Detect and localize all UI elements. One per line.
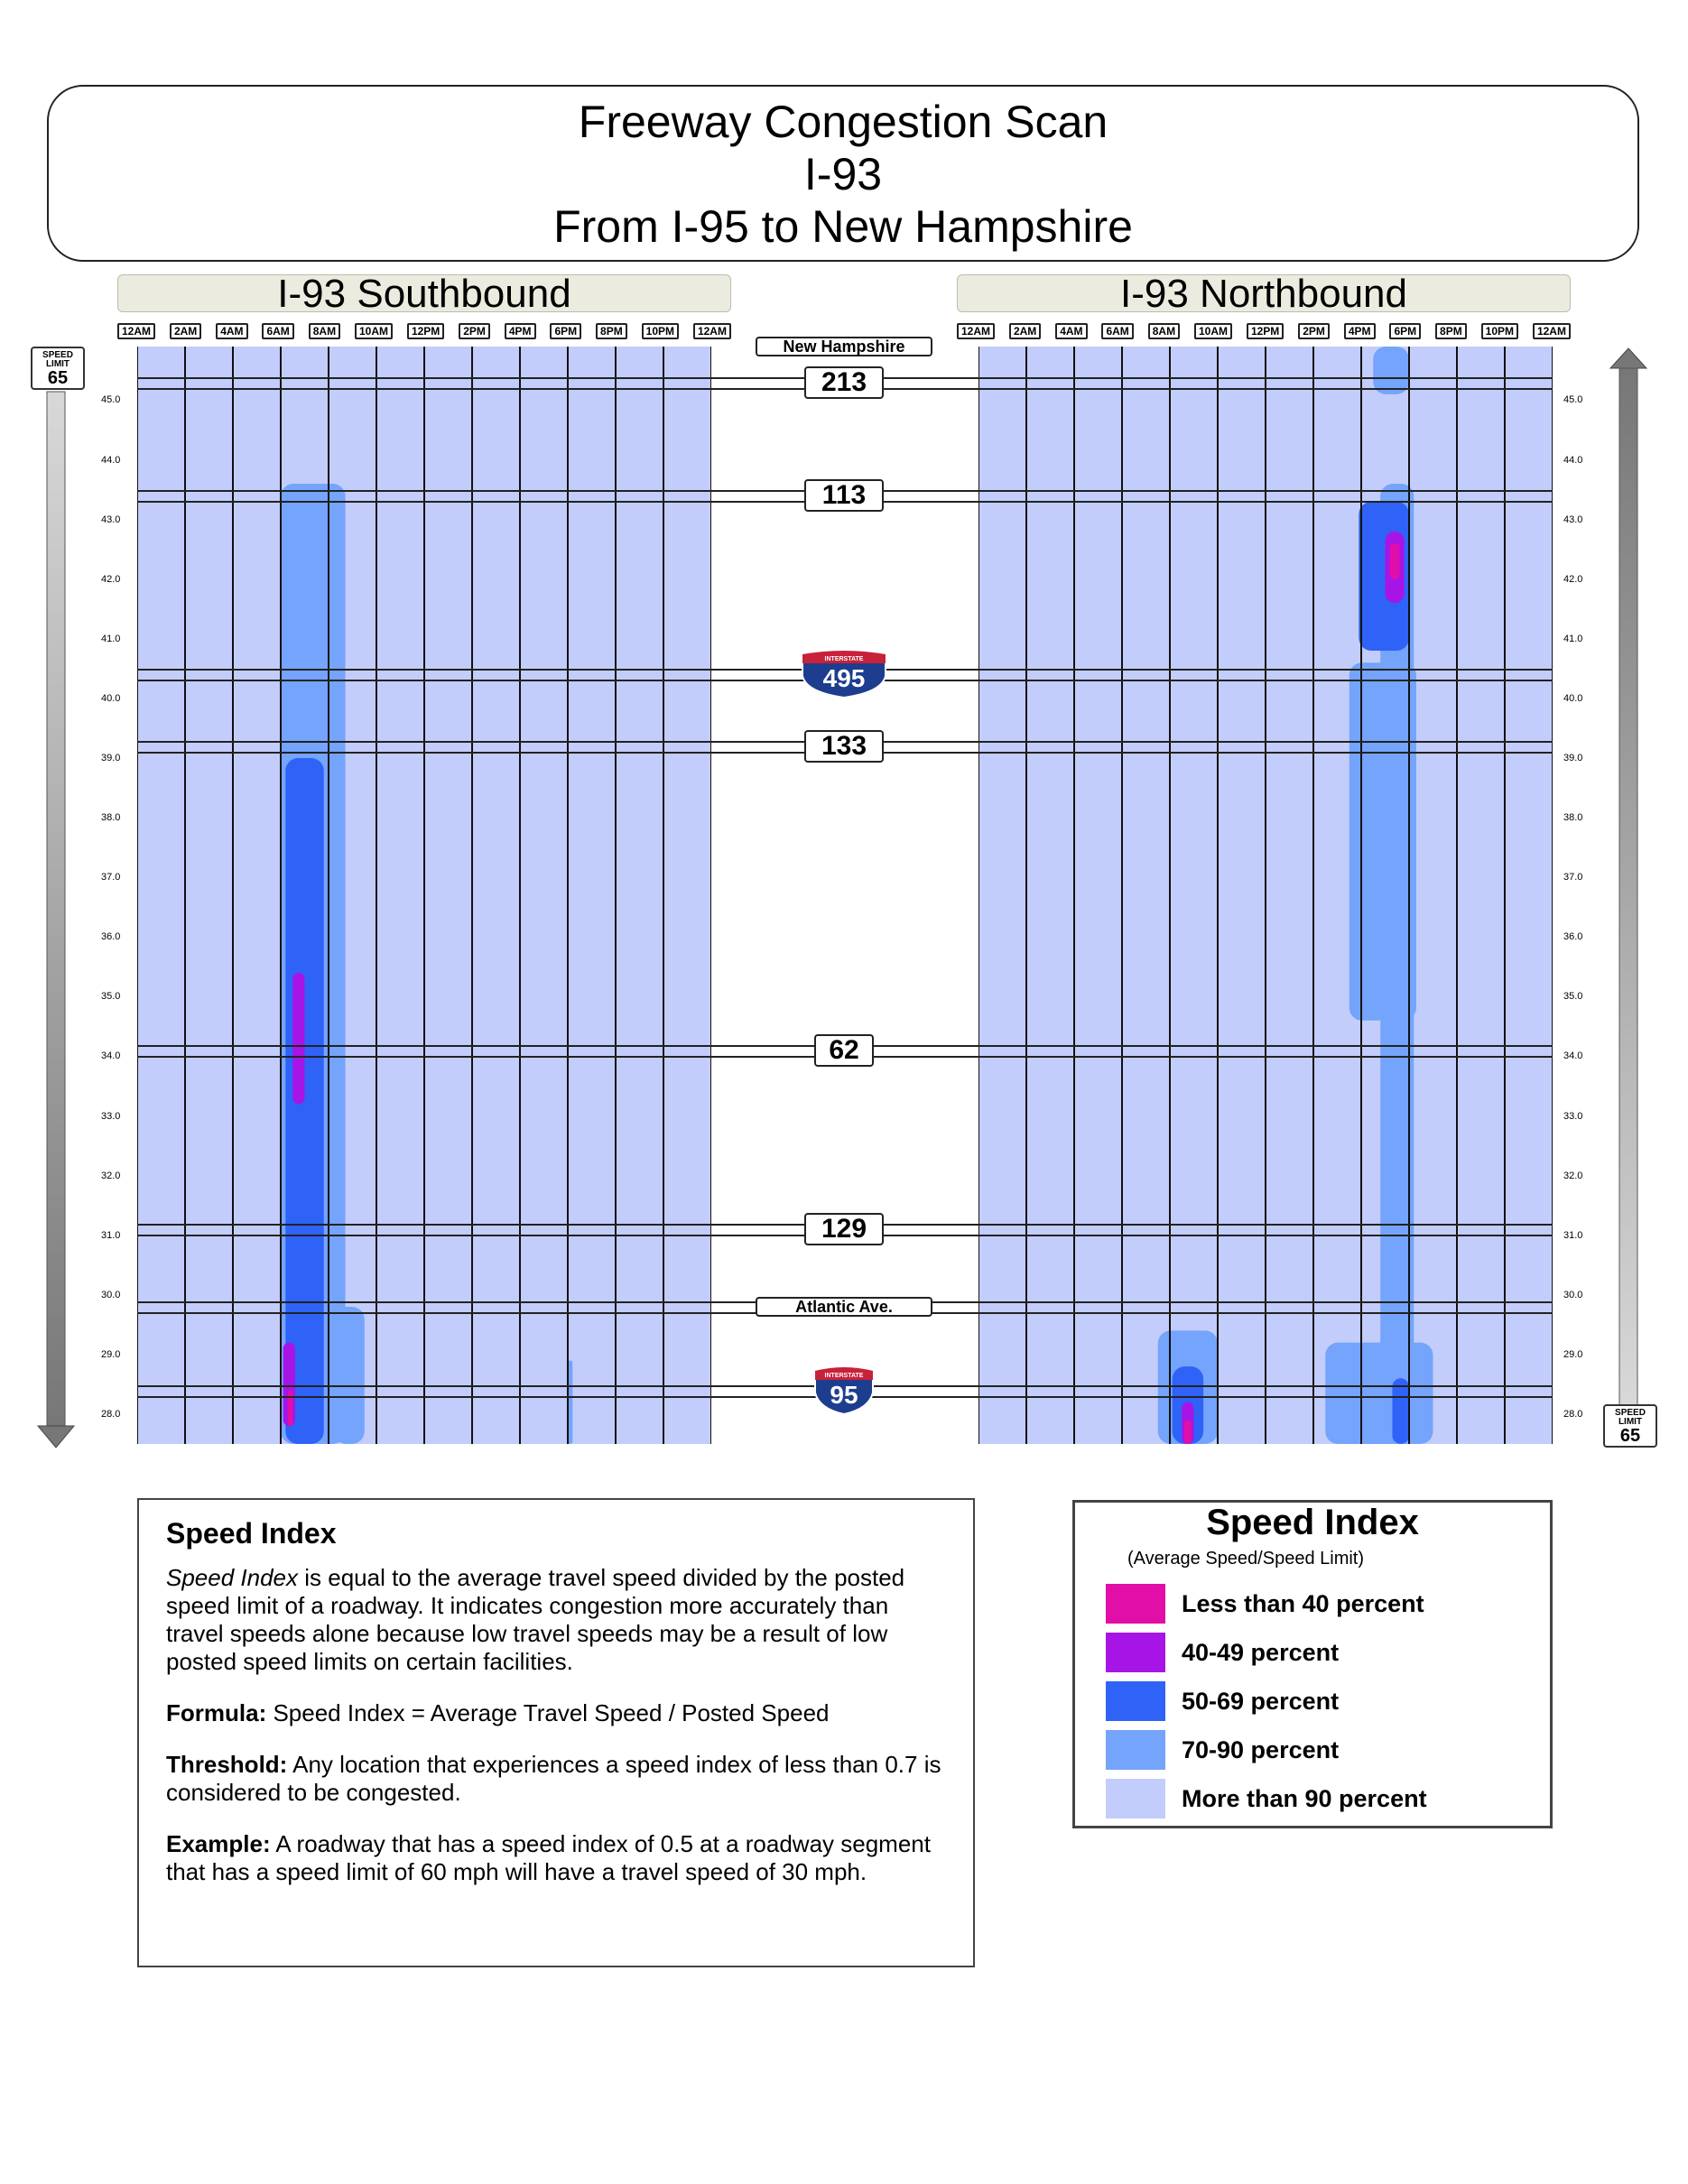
milepost-tick-label: 33.0 [1563,1110,1583,1122]
speed-limit-label: SPEED LIMIT [1615,1408,1646,1427]
milepost-tick-label: 37.0 [101,872,121,884]
milepost-tick-label: 31.0 [1563,1229,1583,1241]
interchange-label: 62 [814,1034,874,1067]
chart-legend [1072,1500,1553,1828]
info-definition-term: Speed Index [166,1564,299,1591]
time-tick-label: 8PM [596,323,627,339]
legend-swatch [1106,1730,1165,1770]
info-formula-text: Speed Index = Average Travel Speed / Posted Speed [266,1699,830,1726]
time-tick-label: 2PM [459,323,490,339]
milepost-tick-label: 38.0 [101,812,121,824]
legend-item [1106,1777,1427,1820]
legend-label: 40-49 percent [1182,1638,1340,1666]
northbound-heatmap [978,347,1553,1444]
interchange-label: 113 [804,479,884,512]
speed-limit-value: 65 [47,368,69,388]
milepost-tick-label: 36.0 [101,931,121,943]
southbound-direction-arrow [34,379,79,1453]
southbound-heatmap-svg [137,347,711,1444]
page-title: Freeway Congestion Scan [578,97,1108,147]
milepost-tick-label: 40.0 [1563,692,1583,704]
time-tick-label: 12PM [407,323,444,339]
interchange-label: Atlantic Ave. [756,1297,932,1317]
congestion-area [1392,1378,1409,1444]
time-tick-label: 2AM [1009,323,1041,339]
info-example-text: A roadway that has a speed index of 0.5 at a roadway segment that has a speed limit of 60 mph will have a travel speed of 30 mph. [166,1830,931,1885]
legend-item [1106,1631,1339,1674]
info-definition [166,1564,946,1676]
time-tick-label: 6PM [1389,323,1421,339]
time-tick-label: 2PM [1298,323,1330,339]
interstate-shield-icon [812,1365,876,1416]
congestion-area [1325,1343,1433,1444]
milepost-tick-label: 30.0 [101,1289,121,1300]
milepost-tick-label: 33.0 [101,1110,121,1122]
info-example-label: Example: [166,1830,271,1857]
northbound-time-axis [957,323,1571,339]
milepost-tick-label: 35.0 [101,991,121,1003]
time-tick-label: 10AM [355,323,393,339]
speed-limit-sign-northbound [1603,1404,1657,1448]
info-definition-text: is equal to the average travel speed divided by the posted speed limit of a roadway. It indicates congestion more accurately than travel speeds alone because low travel speeds may be a result of low posted speed limits on certain facilities. [166,1564,905,1675]
legend-subtitle: (Average Speed/Speed Limit) [1127,1549,1365,1569]
interchange-label: 129 [804,1213,884,1245]
milepost-tick-label: 44.0 [101,454,121,466]
milepost-tick-label: 45.0 [1563,394,1583,406]
info-heading: Speed Index [166,1517,337,1550]
speed-limit-value: 65 [1619,1426,1641,1446]
milepost-tick-label: 38.0 [1563,812,1583,824]
time-tick-label: 12PM [1247,323,1284,339]
time-tick-label: 6AM [1101,323,1133,339]
legend-label: More than 90 percent [1182,1784,1427,1812]
legend-swatch [1106,1681,1165,1721]
time-tick-label: 4AM [1055,323,1087,339]
northbound-header: I-93 Northbound [957,274,1571,312]
time-tick-label: 4AM [216,323,247,339]
time-tick-label: 4PM [1344,323,1376,339]
interchange-label: 495 [822,664,866,693]
time-tick-label: 8AM [1148,323,1180,339]
speed-limit-sign-southbound [31,347,85,390]
time-tick-label: 4PM [505,323,536,339]
milepost-tick-label: 39.0 [1563,753,1583,763]
northbound-heatmap-svg [978,347,1553,1444]
time-tick-label: 10PM [1481,323,1518,339]
shield-caption: INTERSTATE [824,656,864,663]
congestion-area [292,973,304,1104]
milepost-tick-label: 34.0 [101,1050,121,1062]
northbound-direction-arrow [1607,347,1652,1411]
time-tick-label: 12AM [693,323,731,339]
time-tick-label: 8AM [309,323,340,339]
legend-label: Less than 40 percent [1182,1589,1424,1617]
milepost-tick-label: 28.0 [101,1408,121,1420]
legend-title: Speed Index [1206,1503,1419,1542]
time-tick-label: 8PM [1435,323,1467,339]
milepost-tick-label: 37.0 [1563,872,1583,884]
info-example [166,1830,946,1886]
congestion-area [285,758,323,1444]
speed-limit-label: SPEED LIMIT [42,350,73,369]
milepost-tick-label: 44.0 [1563,454,1583,466]
milepost-tick-label: 31.0 [101,1229,121,1241]
info-threshold-label: Threshold: [166,1751,288,1778]
speed-index-info [137,1498,975,1967]
interchange-label: New Hampshire [756,337,932,356]
milepost-tick-label: 42.0 [1563,573,1583,585]
milepost-tick-label: 34.0 [1563,1050,1583,1062]
legend-label: 70-90 percent [1182,1735,1340,1763]
milepost-tick-label: 39.0 [101,753,121,763]
milepost-tick-label: 32.0 [1563,1170,1583,1181]
legend-item [1106,1728,1339,1772]
time-tick-label: 12AM [117,323,155,339]
milepost-tick-label: 32.0 [101,1170,121,1181]
interchange-label: 95 [830,1380,858,1409]
southbound-time-axis [117,323,731,339]
legend-swatch [1106,1584,1165,1624]
milepost-tick-label: 35.0 [1563,991,1583,1003]
time-tick-label: 6AM [262,323,293,339]
milepost-tick-label: 42.0 [101,573,121,585]
southbound-heatmap [137,347,711,1444]
info-threshold-text: Any location that experiences a speed index of less than 0.7 is considered to be congested. [166,1751,941,1806]
southbound-header: I-93 Southbound [117,274,731,312]
milepost-tick-label: 29.0 [1563,1348,1583,1360]
legend-swatch [1106,1779,1165,1818]
milepost-tick-label: 45.0 [101,394,121,406]
congestion-area [1390,543,1400,579]
route-title: I-93 [803,149,883,199]
interchange-label: 213 [804,366,884,399]
legend-item [1106,1680,1339,1723]
info-formula [166,1699,946,1727]
legend-swatch [1106,1633,1165,1672]
interstate-shield-icon [799,649,889,699]
milepost-tick-label: 36.0 [1563,931,1583,943]
milepost-tick-label: 43.0 [1563,514,1583,525]
interchange-label: 133 [804,730,884,763]
milepost-tick-label: 29.0 [101,1348,121,1360]
time-tick-label: 2AM [170,323,201,339]
milepost-tick-label: 30.0 [1563,1289,1583,1300]
title-box [47,85,1639,262]
legend-item [1106,1582,1424,1625]
time-tick-label: 10AM [1194,323,1232,339]
time-tick-label: 12AM [1533,323,1571,339]
info-threshold [166,1751,946,1807]
milepost-tick-label: 41.0 [1563,633,1583,644]
milepost-tick-label: 40.0 [101,692,121,704]
milepost-tick-label: 28.0 [1563,1408,1583,1420]
shield-caption: INTERSTATE [824,1372,864,1379]
time-tick-label: 12AM [957,323,995,339]
time-tick-label: 6PM [550,323,581,339]
segment-title: From I-95 to New Hampshire [553,201,1133,252]
congestion-area [333,1307,364,1444]
time-tick-label: 10PM [642,323,679,339]
milepost-tick-label: 43.0 [101,514,121,525]
milepost-tick-label: 41.0 [101,633,121,644]
info-formula-label: Formula: [166,1699,267,1726]
legend-label: 50-69 percent [1182,1687,1340,1715]
congestion-area [1184,1421,1192,1444]
